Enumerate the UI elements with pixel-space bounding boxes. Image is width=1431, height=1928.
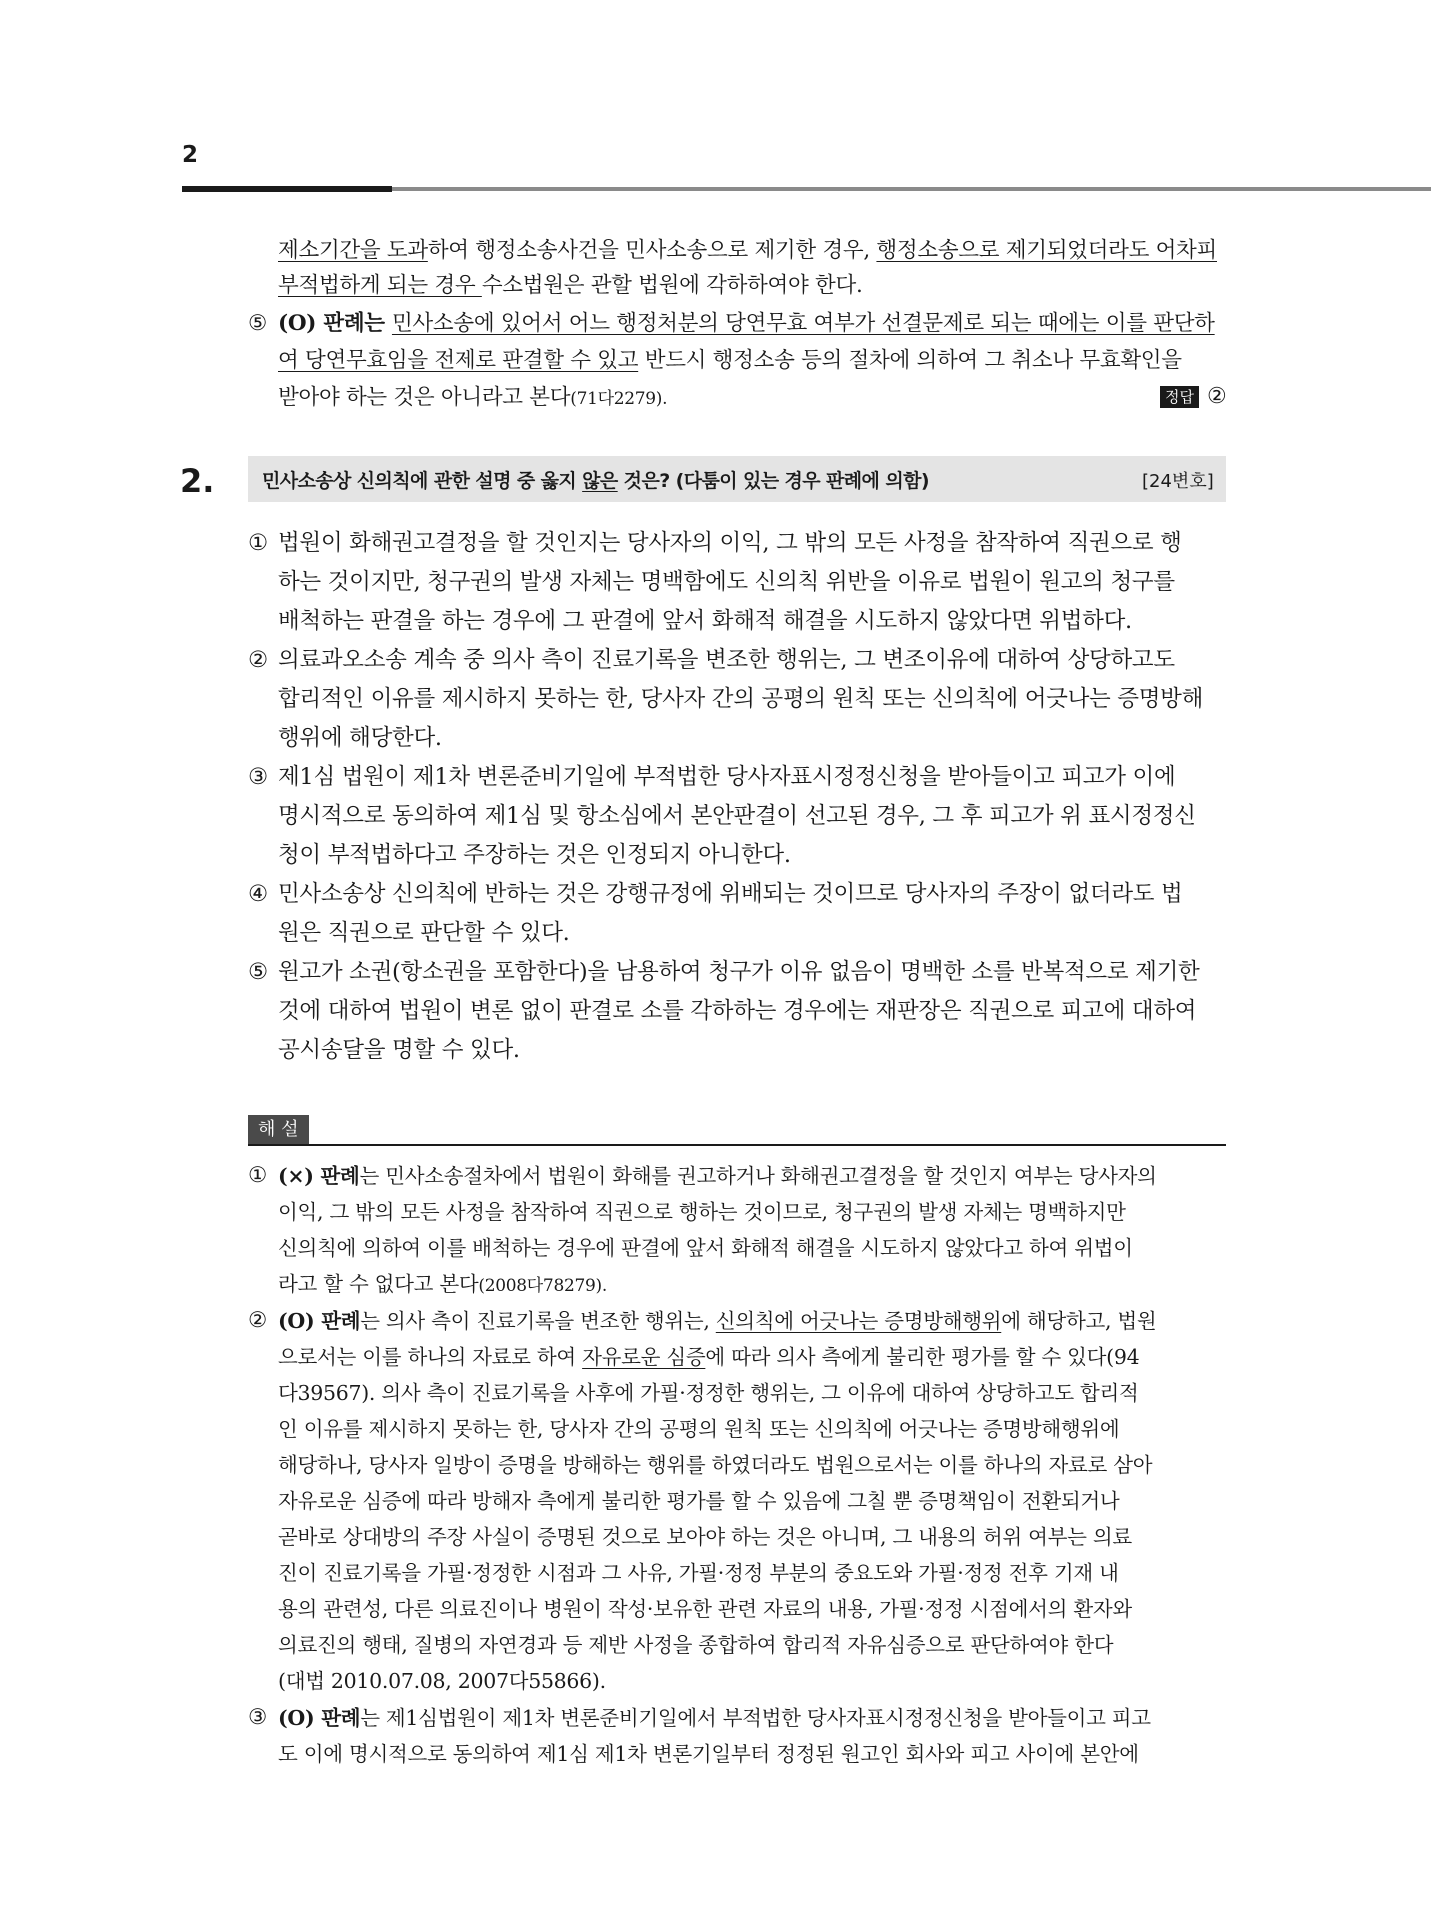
explanation-2-line-8: 진이 진료기록을 가필·정정한 시점과 그 사유, 가필·정정 부분의 중요도와 가필·정정 전후 기재 내 bbox=[278, 1561, 1119, 1585]
option-3-line-3: 청이 부적법하다고 주장하는 것은 인정되지 아니한다. bbox=[278, 842, 791, 868]
item-5-line-2: 여 당연무효임을 전제로 판결할 수 있고 반드시 행정소송 등의 절차에 의하여 그 취소나 무효확인을 bbox=[278, 348, 1182, 373]
option-5-marker: ⑤ bbox=[248, 959, 269, 985]
explanation-2-line-1: (O) 판례는 의사 측이 진료기록을 변조한 행위는, 신의칙에 어긋나는 증명방해행위에 해당하고, 법원 bbox=[278, 1309, 1157, 1333]
option-1-line-3: 배척하는 판결을 하는 경우에 그 판결에 앞서 화해적 해결을 시도하지 않았다면 위법하다. bbox=[278, 608, 1132, 634]
option-1-marker: ① bbox=[248, 530, 269, 556]
explanation-2-marker: ② bbox=[248, 1308, 268, 1333]
explanation-2-line-3: 다39567). 의사 측이 진료기록을 사후에 가필·정정한 행위는, 그 이유에 대하여 상당하고도 합리적 bbox=[278, 1381, 1139, 1405]
explanation-2-line-11: (대법 2010.07.08, 2007다55866). bbox=[278, 1669, 606, 1693]
option-5-line-3: 공시송달을 명할 수 있다. bbox=[278, 1037, 520, 1063]
item-5-marker: ⑤ bbox=[248, 311, 268, 336]
explanation-2-line-4: 인 이유를 제시하지 못하는 한, 당사자 간의 공평의 원칙 또는 신의칙에 어긋나는 증명방해행위에 bbox=[278, 1417, 1120, 1441]
explanation-2-line-9: 용의 관련성, 다른 의료진이나 병원이 작성·보유한 관련 자료의 내용, 가필·정정 시점에서의 환자와 bbox=[278, 1597, 1132, 1621]
option-4-line-2: 원은 직권으로 판단할 수 있다. bbox=[278, 920, 570, 946]
answer-value: ② bbox=[1206, 384, 1227, 409]
explanation-2-line-6: 자유로운 심증에 따라 방해자 측에게 불리한 평가를 할 수 있음에 그칠 뿐 증명책임이 전환되거나 bbox=[278, 1489, 1120, 1513]
explanation-3-line-1: (O) 판례는 제1심법원이 제1차 변론준비기일에서 부적법한 당사자표시정정신청을 받아들이고 피고 bbox=[278, 1706, 1151, 1730]
answer-label: 정답 bbox=[1160, 386, 1199, 408]
explanation-2-line-10: 의료진의 행태, 질병의 자연경과 등 제반 사정을 종합하여 합리적 자유심증으로 판단하여야 한다 bbox=[278, 1633, 1114, 1657]
explanation-3-marker: ③ bbox=[248, 1705, 268, 1730]
option-2-line-3: 행위에 해당한다. bbox=[278, 725, 442, 751]
item-5-line-1: (O) 판례는 민사소송에 있어서 어느 행정처분의 당연무효 여부가 선결문제로 되는 때에는 이를 판단하 bbox=[278, 311, 1215, 336]
continuation-line-1: 제소기간을 도과하여 행정소송사건을 민사소송으로 제기한 경우, 행정소송으로 제기되었더라도 어차피 bbox=[278, 238, 1217, 263]
explanation-1-line-2: 이익, 그 밖의 모든 사정을 참작하여 직권으로 행하는 것이므로, 청구권의 발생 자체는 명백하지만 bbox=[278, 1200, 1126, 1224]
option-4-line-1: 민사소송상 신의칙에 반하는 것은 강행규정에 위배되는 것이므로 당사자의 주장이 없더라도 법 bbox=[278, 881, 1183, 907]
option-1-line-1: 법원이 화해권고결정을 할 것인지는 당사자의 이익, 그 밖의 모든 사정을 참작하여 직권으로 행 bbox=[278, 530, 1182, 556]
option-3-line-2: 명시적으로 동의하여 제1심 및 항소심에서 본안판결이 선고된 경우, 그 후 피고가 위 표시정정신 bbox=[278, 803, 1196, 829]
question-text: 민사소송상 신의칙에 관한 설명 중 옳지 않은 것은? (다툼이 있는 경우 판례에 의함) bbox=[262, 470, 929, 492]
explanation-3-line-2: 도 이에 명시적으로 동의하여 제1심 제1차 변론기일부터 정정된 원고인 회사와 피고 사이에 본안에 bbox=[278, 1742, 1139, 1766]
option-2-line-1: 의료과오소송 계속 중 의사 측이 진료기록을 변조한 행위는, 그 변조이유에 대하여 상당하고도 bbox=[278, 647, 1175, 673]
item-5-line-3: 받아야 하는 것은 아니라고 본다(71다2279). bbox=[278, 385, 668, 410]
option-2-line-2: 합리적인 이유를 제시하지 못하는 한, 당사자 간의 공평의 원칙 또는 신의칙에 어긋나는 증명방해 bbox=[278, 686, 1204, 712]
option-2-marker: ② bbox=[248, 647, 269, 673]
option-3-line-1: 제1심 법원이 제1차 변론준비기일에 부적법한 당사자표시정정신청을 받아들이고 피고가 이에 bbox=[278, 764, 1176, 790]
option-1-line-2: 하는 것이지만, 청구권의 발생 자체는 명백함에도 신의칙 위반을 이유로 법원이 원고의 청구를 bbox=[278, 569, 1175, 595]
option-5-line-2: 것에 대하여 법원이 변론 없이 판결로 소를 각하하는 경우에는 재판장은 직권으로 피고에 대하여 bbox=[278, 998, 1197, 1024]
explanation-2-line-7: 곧바로 상대방의 주장 사실이 증명된 것으로 보아야 하는 것은 아니며, 그 내용의 허위 여부는 의료 bbox=[278, 1525, 1132, 1549]
explanation-1-line-3: 신의칙에 의하여 이를 배척하는 경우에 판결에 앞서 화해적 해결을 시도하지 않았다고 하여 위법이 bbox=[278, 1236, 1133, 1260]
explanation-1-line-1: (×) 판례는 민사소송절차에서 법원이 화해를 권고하거나 화해권고결정을 할 것인지 여부는 당사자의 bbox=[278, 1164, 1157, 1188]
continuation-line-2: 부적법하게 되는 경우 수소법원은 관할 법원에 각하하여야 한다. bbox=[278, 273, 863, 298]
option-4-marker: ④ bbox=[248, 881, 269, 907]
explanation-rule bbox=[248, 1144, 1226, 1146]
answer-box bbox=[1160, 385, 1227, 409]
explanation-1-marker: ① bbox=[248, 1163, 268, 1188]
explanation-2-line-2: 으로서는 이를 하나의 자료로 하여 자유로운 심증에 따라 의사 측에게 불리한 평가를 할 수 있다(94 bbox=[278, 1345, 1140, 1369]
header-rule-dark bbox=[182, 186, 392, 192]
option-3-marker: ③ bbox=[248, 764, 269, 790]
question-number: 2. bbox=[180, 462, 215, 500]
explanation-2-line-5: 해당하나, 당사자 일방이 증명을 방해하는 행위를 하였더라도 법원으로서는 이를 하나의 자료로 삼아 bbox=[278, 1453, 1153, 1477]
option-5-line-1: 원고가 소권(항소권을 포함한다)을 남용하여 청구가 이유 없음이 명백한 소를 반복적으로 제기한 bbox=[278, 959, 1200, 985]
explanation-1-line-4: 라고 할 수 없다고 본다(2008다78279). bbox=[278, 1272, 607, 1296]
question-source: [24변호] bbox=[1142, 471, 1214, 492]
explanation-header: 해 설 bbox=[248, 1115, 309, 1145]
header-rule-light bbox=[392, 187, 1431, 191]
page-number: 2 bbox=[182, 142, 199, 168]
